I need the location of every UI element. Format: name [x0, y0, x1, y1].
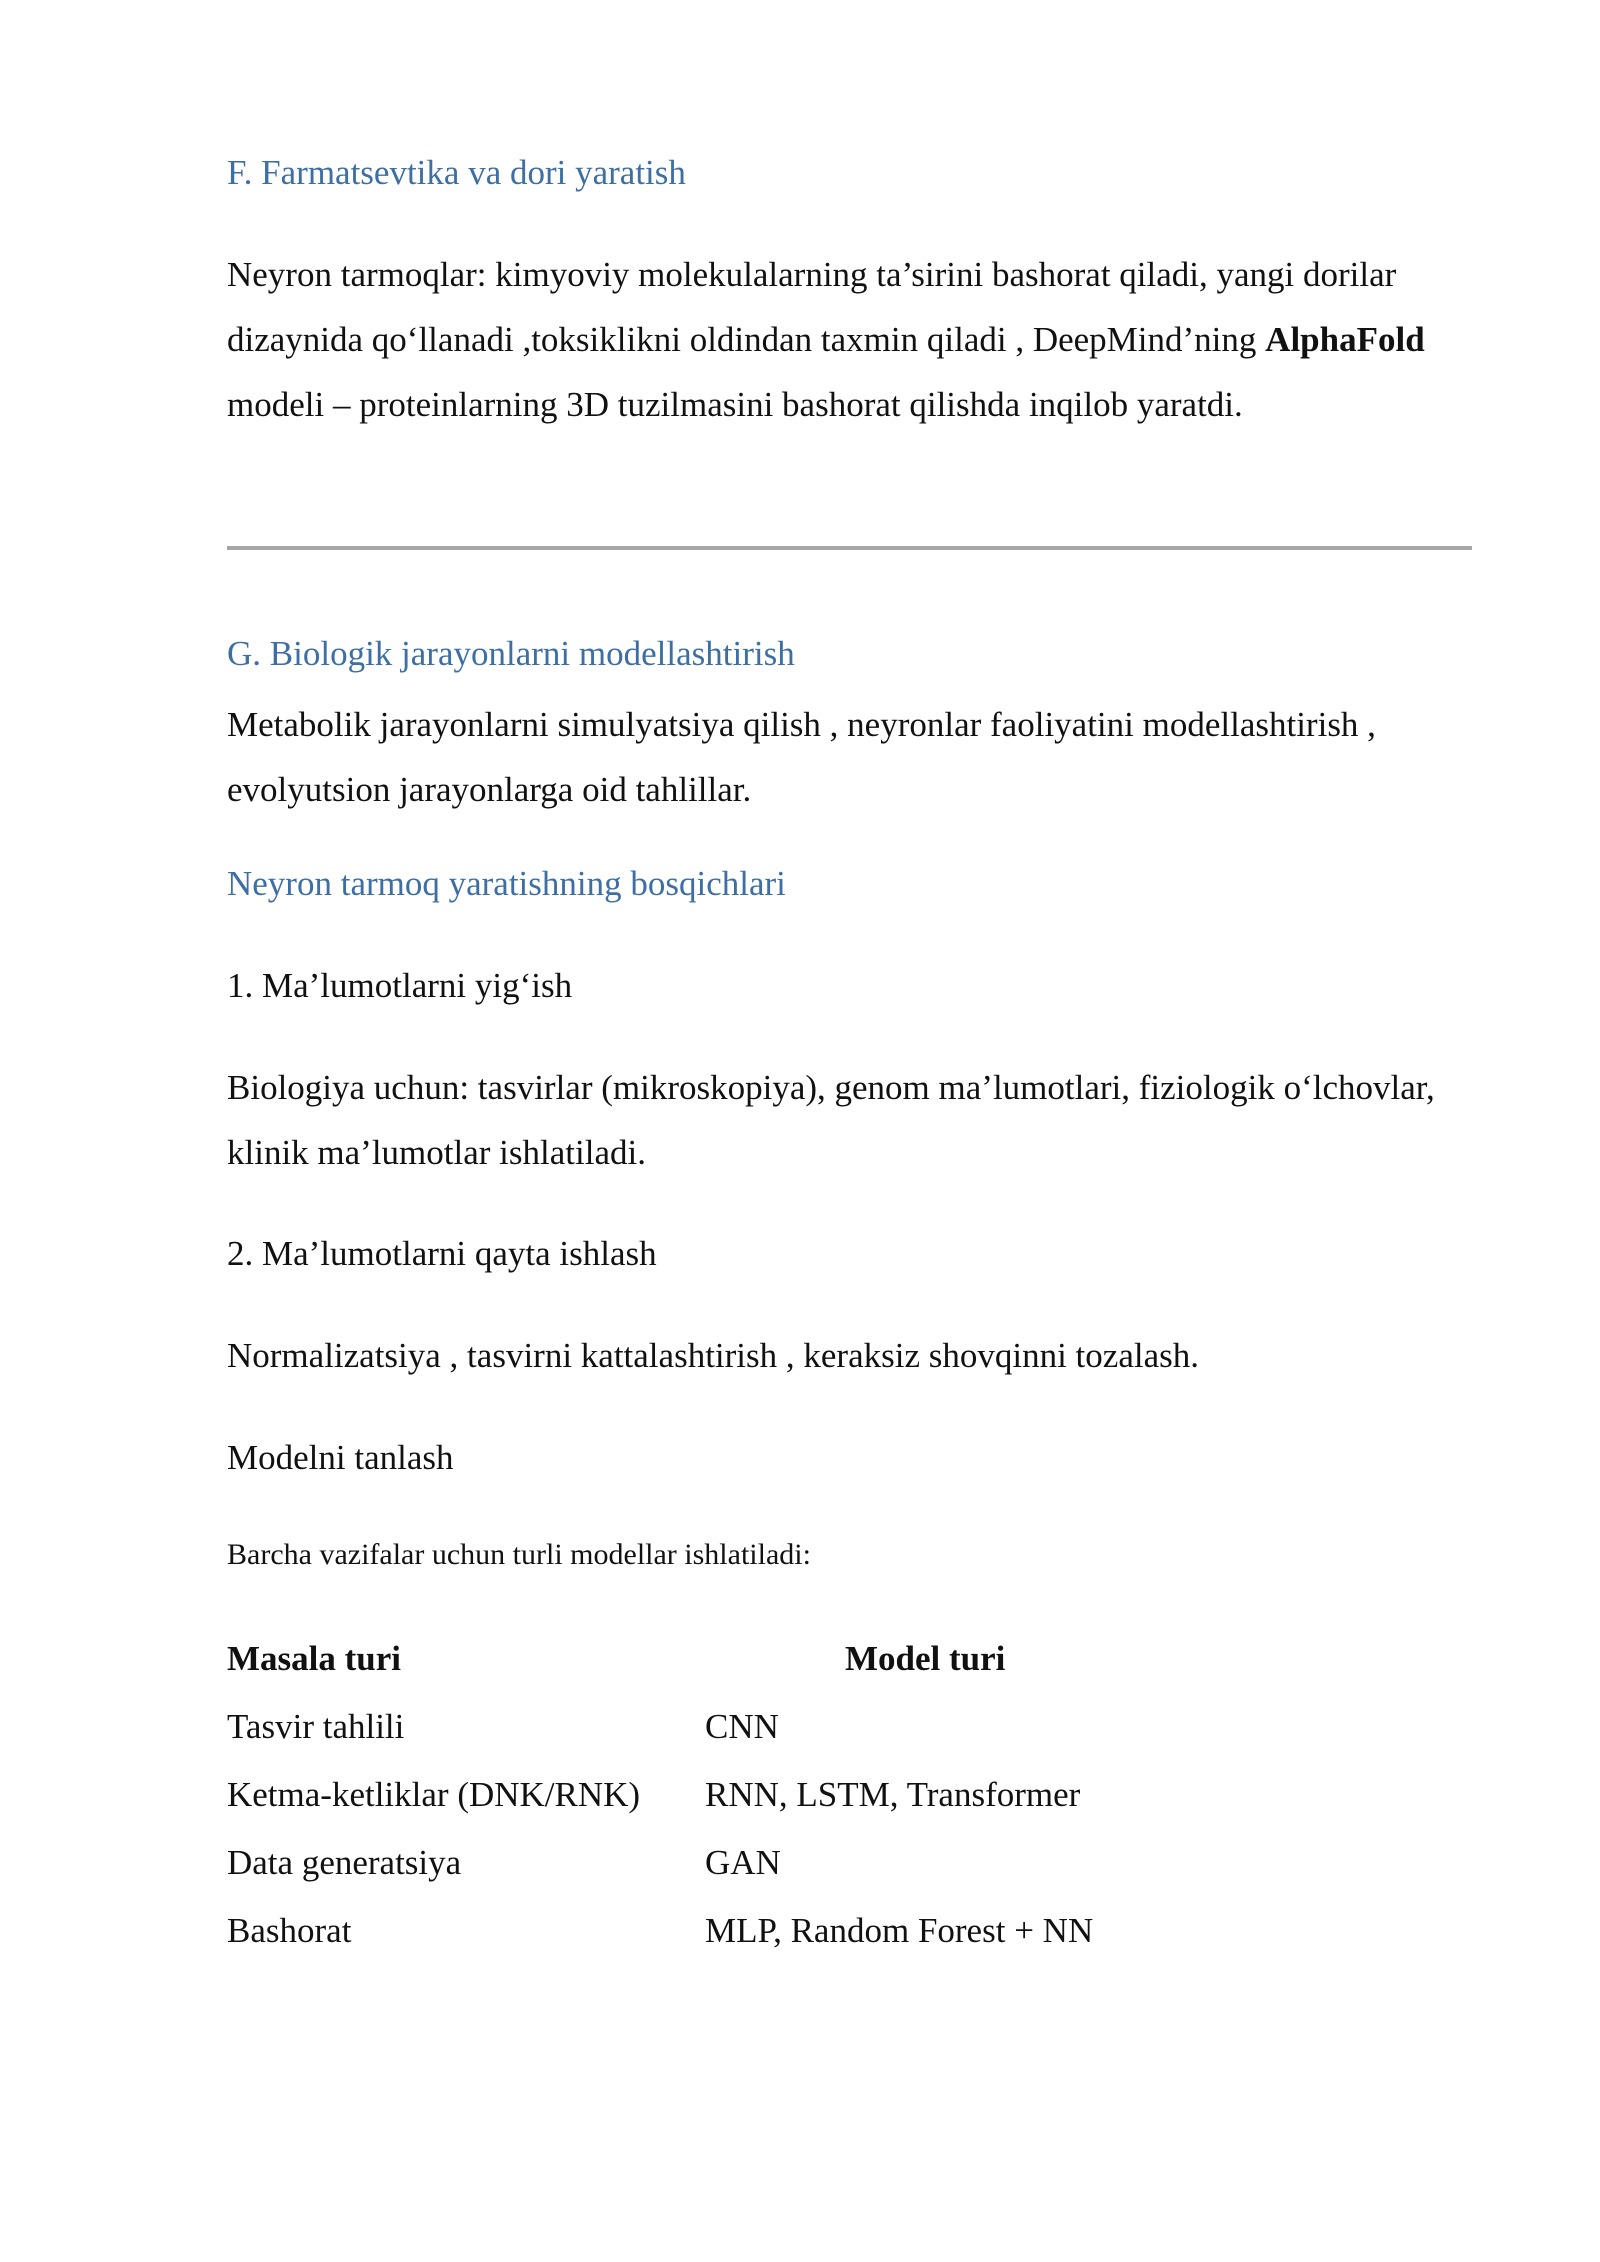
- table-cell-model: MLP, Random Forest + NN: [705, 1911, 1094, 1950]
- step2-title: 2. Ma’lumotlarni qayta ishlash: [227, 1234, 657, 1273]
- section-f-heading: F. Farmatsevtika va dori yaratish: [227, 153, 686, 192]
- section-f-text-start: Neyron tarmoqlar: kimyoviy molekulalarning ta’sirini bashorat qiladi, yangi dorilar dizaynida qo‘llanadi ,toksiklikni oldindan taxmin qiladi , DeepMind’ning: [227, 255, 1397, 359]
- horizontal-divider: [227, 546, 1472, 550]
- table-cell-model: RNN, LSTM, Transformer: [705, 1775, 1081, 1814]
- alphafold-bold: AlphaFold: [1265, 320, 1425, 359]
- models-intro: Barcha vazifalar uchun turli modellar ishlatiladi:: [227, 1538, 811, 1571]
- model-select-title: Modelni tanlash: [227, 1438, 454, 1477]
- table-cell-task: Ketma-ketliklar (DNK/RNK): [227, 1775, 641, 1814]
- table-row: [227, 1829, 1345, 1897]
- step2-text: Normalizatsiya , tasvirni kattalashtirish , keraksiz shovqinni tozalash.: [227, 1336, 1199, 1375]
- section-f-text-end: modeli – proteinlarning 3D tuzilmasini bashorat qilishda inqilob yaratdi.: [227, 385, 1243, 424]
- header-task-type: Masala turi: [227, 1639, 402, 1678]
- section-f-paragraph: [227, 242, 1477, 437]
- table-row: [227, 1761, 1345, 1829]
- step1-title: 1. Ma’lumotlarni yig‘ish: [227, 966, 573, 1005]
- stages-heading: Neyron tarmoq yaratishning bosqichlari: [227, 864, 786, 903]
- header-model-type: Model turi: [845, 1639, 1006, 1678]
- table-cell-task: Data generatsiya: [227, 1843, 462, 1882]
- section-g-paragraph: Metabolik jarayonlarni simulyatsiya qilish , neyronlar faoliyatini modellashtirish , evolyutsion jarayonlarga oid tahlillar.: [227, 705, 1376, 809]
- model-types-table: [227, 1625, 1345, 1965]
- table-row: [227, 1897, 1345, 1965]
- table-cell-task: Tasvir tahlili: [227, 1707, 405, 1746]
- table-cell-model: CNN: [705, 1707, 779, 1746]
- step1-text: Biologiya uchun: tasvirlar (mikroskopiya), genom ma’lumotlari, fiziologik o‘lchovlar, klinik ma’lumotlar ishlatiladi.: [227, 1068, 1435, 1172]
- table-cell-model: GAN: [705, 1843, 781, 1882]
- table-row: [227, 1693, 1345, 1761]
- table-header-row: [227, 1625, 1345, 1693]
- table-cell-task: Bashorat: [227, 1911, 352, 1950]
- section-g-heading: G. Biologik jarayonlarni modellashtirish: [227, 634, 795, 673]
